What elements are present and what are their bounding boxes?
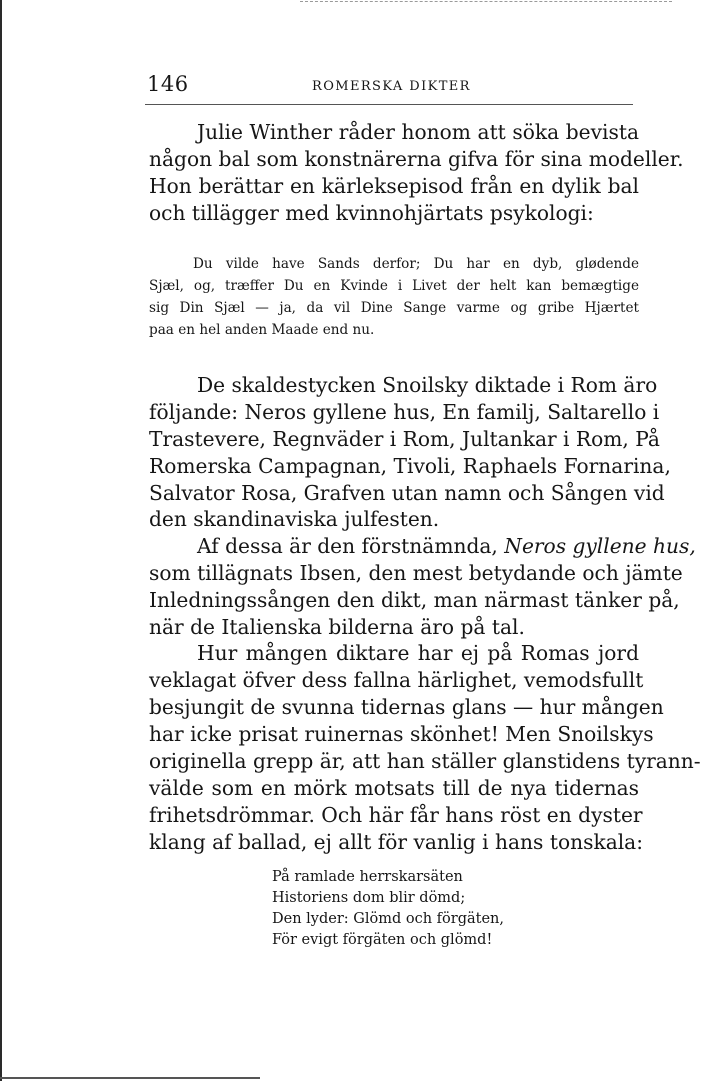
quote-line: paa en hel anden Maade end nu. [149,322,375,338]
quote-line: sig Din Sjæl — ja, da vil Dine Sange varme og gribe Hjærtet [149,300,639,316]
text-line: besjungit de svunna tidernas glans — hur mången [149,695,664,719]
text-line: Romerska Campagnan, Tivoli, Raphaels Fornarina, [149,454,671,478]
text-line: har icke prisat ruinernas skönhet! Men Snoilskys [149,722,654,746]
text-line: Trastevere, Regnväder i Rom, Jultankar i Rom, På [149,427,660,451]
page-bottom-edge [0,1077,260,1079]
quote-line: Du vilde have Sands derfor; Du har en dyb, glødende [193,256,639,272]
text-span: Af dessa är den förstnämnda, [197,534,498,558]
text-line: och tillägger med kvinnohjärtats psykologi: [149,201,594,225]
text-line: välde som en mörk motsats till de nya tidernas [149,776,639,800]
text-line: någon bal som konstnärerna gifva för sina modeller. [149,147,684,171]
text-line: De skaldestycken Snoilsky diktade i Rom äro [197,373,658,397]
text-line: Julie Winther råder honom att söka bevista [197,120,639,144]
poem-line: Historiens dom blir dömd; [272,890,466,906]
text-line: följande: Neros gyllene hus, En familj, Saltarello i [149,400,660,424]
text-line: när de Italienska bilderna äro på tal. [149,615,525,639]
page-number: 146 [147,72,189,96]
poem-line: På ramlade herrskarsäten [272,869,463,885]
text-line: klang af ballad, ej allt för vanlig i hans tonskala: [149,830,644,854]
text-line: Inledningssången den dikt, man närmast tänker på, [149,588,680,612]
text-line: Hur mången diktare har ej på Romas jord [197,641,639,665]
text-line: Hon berättar en kärleksepisod från en dylik bal [149,174,639,198]
text-line: den skandinaviska julfesten. [149,507,440,531]
text-line: veklagat öfver dess fallna härlighet, vemodsfullt [149,668,644,692]
italic-title: Neros gyllene hus, [504,534,696,558]
header-rule [145,104,633,105]
poem-line: Den lyder: Glömd och förgäten, [272,911,504,927]
text-line [197,533,696,559]
text-line: Salvator Rosa, Grafven utan namn och Sången vid [149,481,665,505]
page-top-edge [300,1,672,2]
running-title: ROMERSKA DIKTER [312,79,471,94]
text-line: som tillägnats Ibsen, den mest betydande och jämte [149,561,683,585]
page-left-edge [0,0,2,1081]
text-line: frihetsdrömmar. Och här får hans röst en dyster [149,803,643,827]
text-line: originella grepp är, att han ställer glanstidens tyrann- [149,749,701,773]
poem-line: För evigt förgäten och glömd! [272,932,493,948]
quote-line: Sjæl, og, træffer Du en Kvinde i Livet der helt kan bemægtige [149,278,639,294]
